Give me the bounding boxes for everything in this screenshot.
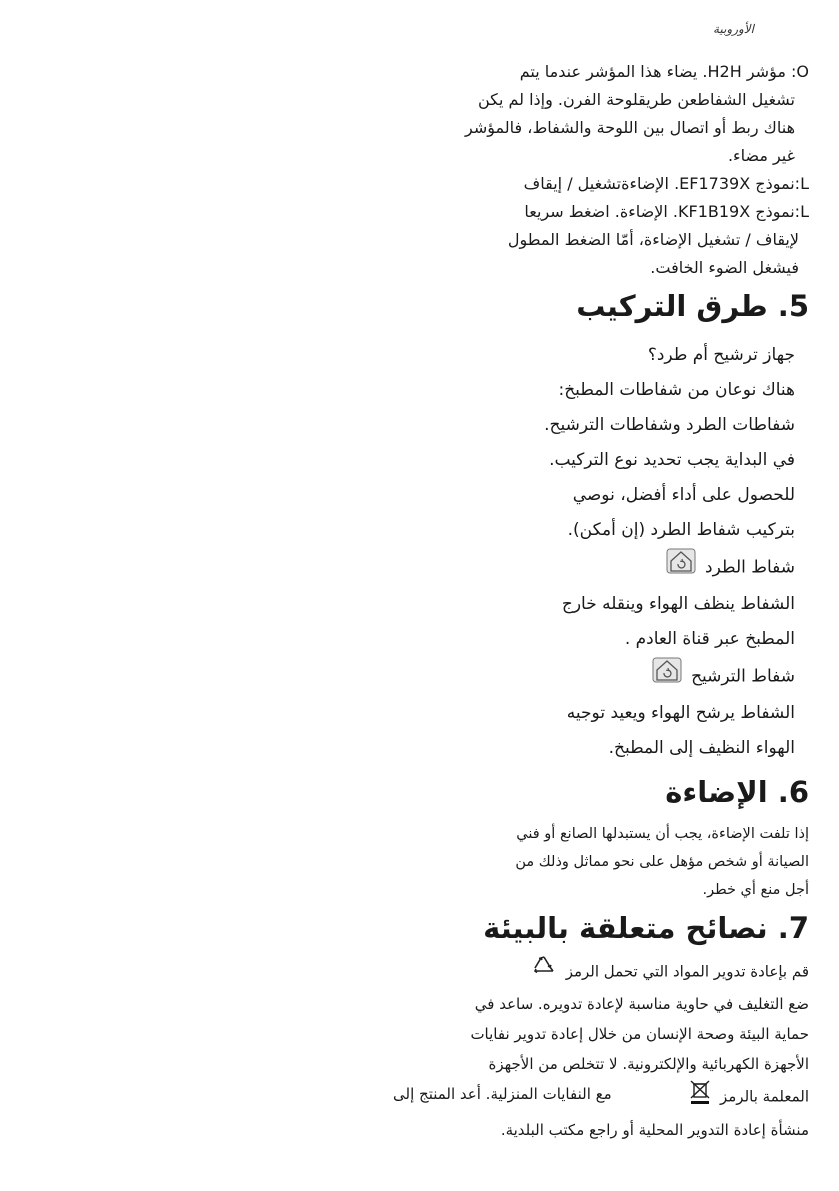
section5-line: في البداية يجب تحديد نوع التركيب. — [549, 450, 795, 470]
weee-text: المعلمة بالرمز — [720, 1087, 809, 1106]
section6-line: أجل منع أي خطر. — [702, 882, 809, 898]
recirc-line: الهواء النظيف إلى المطبخ. — [608, 738, 795, 758]
recycle-text: قم بإعادة تدوير المواد التي تحمل الرمز — [565, 962, 809, 981]
section7-line: ضع التغليف في حاوية مناسبة لإعادة تدويره. ساعد في — [474, 995, 809, 1013]
section5-line: شفاطات الطرد وشفاطات الترشيح. — [544, 415, 795, 435]
section5-line: بتركيب شفاط الطرد (إن أمكن). — [567, 520, 795, 540]
section6-body — [469, 820, 809, 904]
recirc-label: شفاط الترشيح — [691, 666, 795, 687]
section5-line: للحصول على أداء أفضل، نوصي — [572, 485, 795, 505]
section7-line — [393, 1079, 809, 1115]
extraction-label-line — [544, 548, 795, 587]
model-line: L:نموذج KF1B19X. الإضاءة. اضغط سريعا — [524, 202, 809, 221]
section7-line: حماية البيئة وصحة الإنسان من خلال إعادة تدوير نفايات — [470, 1025, 809, 1043]
indicator-block — [465, 58, 809, 282]
section5-line: هناك نوعان من شفاطات المطبخ: — [558, 380, 795, 400]
section6-line: إذا تلفت الإضاءة، يجب أن يستبدلها الصانع أو فني — [516, 826, 809, 842]
house-fan-icon — [652, 657, 682, 696]
section7-line: منشأة إعادة التدوير المحلية أو راجع مكتب البلدية. — [500, 1121, 809, 1139]
extraction-line: الشفاط ينظف الهواء وينقله خارج — [561, 594, 795, 614]
page-header: الأوروبية — [713, 22, 754, 36]
indicator-line: تشغيل الشفاطعن طريقلوحة الفرن. وإذا لم يكن — [477, 90, 795, 109]
section7-line — [393, 955, 809, 989]
indicator-line: فيشغل الضوء الخافت. — [650, 258, 799, 277]
house-fan-icon — [666, 548, 696, 587]
indicator-line: لإيقاف / تشغيل الإضاءة، أمّا الضغط المطول — [507, 230, 799, 249]
section5-title: 5. طرق التركيب — [576, 289, 809, 323]
extraction-line: المطبخ عبر قناة العادم . — [624, 629, 795, 649]
recycle-icon — [531, 955, 557, 989]
section7-body — [393, 955, 809, 1145]
crossed-bin-icon — [689, 1079, 711, 1115]
section5-line: جهاز ترشيح أم طرد؟ — [647, 345, 795, 365]
recirc-label-line — [544, 657, 795, 696]
model-line: L:نموذج EF1739X. الإضاءةتشغيل / إيقاف — [523, 174, 809, 193]
section6-title: 6. الإضاءة — [665, 775, 809, 809]
section7-title: 7. نصائح متعلقة بالبيئة — [483, 911, 809, 945]
extraction-label: شفاط الطرد — [705, 557, 795, 578]
weee-text-end: مع النفايات المنزلية. أعد المنتج إلى — [393, 1085, 612, 1103]
section7-line: الأجهزة الكهربائية والإلكترونية. لا تتخلص من الأجهزة — [488, 1055, 809, 1073]
weee-phrase-start — [685, 1079, 809, 1115]
section6-line: الصيانة أو شخص مؤهل على نحو مماثل وذلك من — [515, 854, 809, 870]
indicator-line: O: مؤشر H2H. يضاء هذا المؤشر عندما يتم — [519, 62, 809, 81]
indicator-line: غير مضاء. — [727, 146, 795, 165]
section5-body — [544, 338, 795, 766]
indicator-line: هناك ربط أو اتصال بين اللوحة والشفاط، فالمؤشر — [465, 118, 795, 137]
recirc-line: الشفاط يرشح الهواء ويعيد توجيه — [566, 703, 795, 723]
